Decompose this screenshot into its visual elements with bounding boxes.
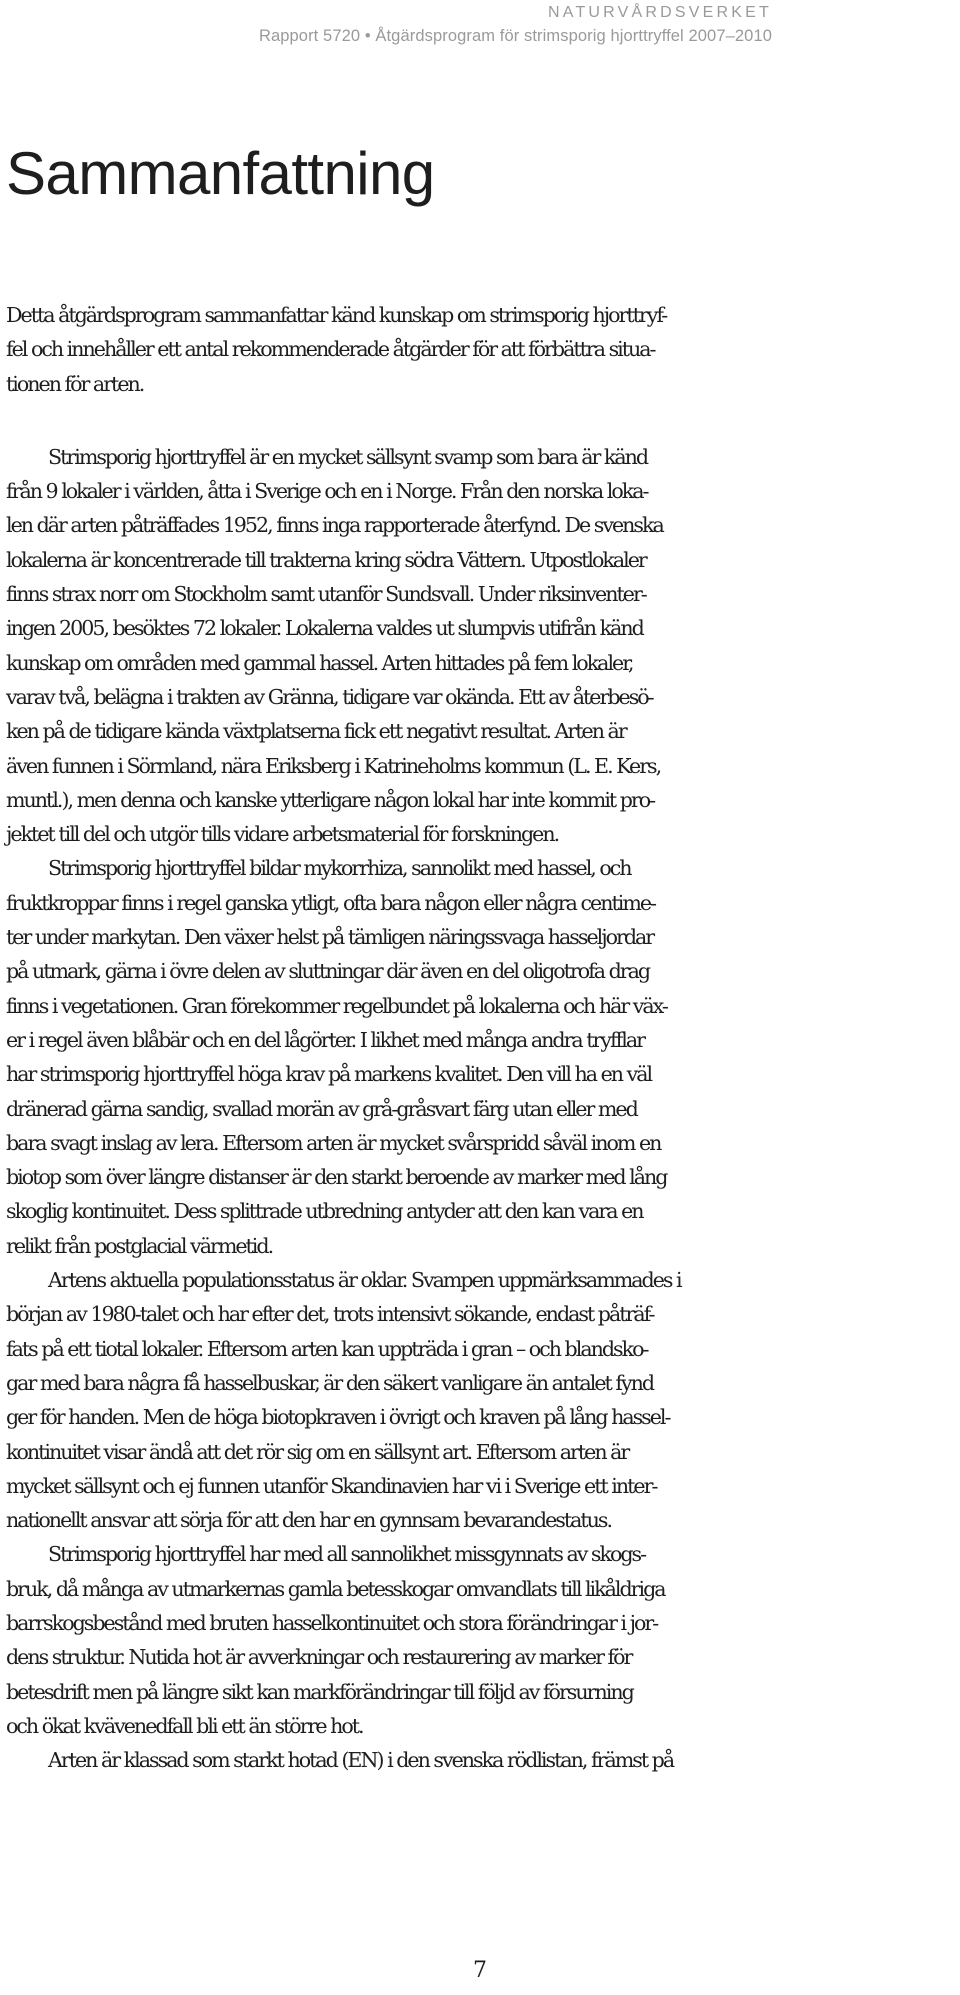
text-line: lokalerna är koncentrerade till trakterna kring södra Vättern. Utpostlokaler (6, 547, 646, 572)
text-line: dens struktur. Nutida hot är avverkningar och restaurering av marker för (6, 1645, 632, 1670)
text-line: nationellt ansvar att sörja för att den har en gynnsam bevarandestatus. (6, 1508, 612, 1533)
text-line: Strimsporig hjorttryffel är en mycket sällsynt svamp som bara är känd (48, 444, 648, 469)
text-line: betesdrift men på längre sikt kan markförändringar till följd av försurning (6, 1679, 633, 1704)
page-number: 7 (473, 1958, 487, 1983)
text-line: Arten är klassad som starkt hotad (EN) i den svenska rödlistan, främst på (48, 1748, 674, 1773)
text-line: ken på de tidigare kända växtplatserna fick ett negativt resultat. Arten är (6, 719, 626, 744)
text-line: på utmark, gärna i övre delen av sluttningar där även en del oligotrofa drag (6, 959, 650, 984)
text-line: muntl.), men denna och kanske ytterligare någon lokal har inte kommit pro- (6, 787, 655, 812)
paragraph (0, 298, 960, 401)
text-line: fruktkroppar finns i regel ganska ytligt, ofta bara någon eller några centime- (6, 890, 656, 915)
text-line: början av 1980-talet och har efter det, trots intensivt sökande, endast påträf- (6, 1302, 654, 1327)
text-line: Strimsporig hjorttryffel bildar mykorrhiza, sannolikt med hassel, och (48, 856, 631, 881)
text-line: bara svagt inslag av lera. Eftersom arten är mycket svårspridd såväl inom en (6, 1130, 661, 1155)
text-line: från 9 lokaler i världen, åtta i Sverige och en i Norge. Från den norska loka- (6, 479, 648, 504)
text-line: Strimsporig hjorttryffel har med all sannolikhet missgynnats av skogs- (48, 1542, 646, 1567)
text-line: ingen 2005, besöktes 72 lokaler. Lokalerna valdes ut slumpvis utifrån känd (6, 616, 643, 641)
text-line: barrskogsbestånd med bruten hasselkontinuitet och stora förändringar i jor- (6, 1610, 658, 1635)
text-line: kontinuitet visar ändå att det rör sig om en sällsynt art. Eftersom arten är (6, 1439, 629, 1464)
text-line: Artens aktuella populationsstatus är oklar. Svampen uppmärksammades i (48, 1268, 681, 1293)
text-line: har strimsporig hjorttryffel höga krav på markens kvalitet. Den vill ha en väl (6, 1062, 652, 1087)
paragraph (0, 1263, 960, 1537)
text-line: Detta åtgärdsprogram sammanfattar känd kunskap om strimsporig hjorttryf- (6, 303, 667, 327)
running-header (259, 0, 772, 47)
text-line: relikt från postglacial värmetid. (6, 1233, 273, 1258)
text-line: tionen för arten. (6, 371, 144, 396)
text-line: även funnen i Sörmland, nära Eriksberg i Katrineholms kommun (L. E. Kers, (6, 753, 661, 778)
body-text (0, 298, 960, 1777)
paragraph (0, 1537, 960, 1743)
page-title: Sammanfattning (6, 140, 435, 207)
text-line: varav två, belägna i trakten av Gränna, tidigare var okända. Ett av återbesö- (6, 684, 653, 709)
text-line: skoglig kontinuitet. Dess splittrade utbredning antyder att den kan vara en (6, 1199, 643, 1224)
text-line: dränerad gärna sandig, svallad morän av grå-gråsvart färg utan eller med (6, 1096, 637, 1121)
text-line: finns strax norr om Stockholm samt utanför Sundsvall. Under riksinventer- (6, 582, 646, 607)
text-line: biotop som över längre distanser är den starkt beroende av marker med lång (6, 1165, 667, 1190)
text-line: fats på ett tiotal lokaler. Eftersom arten kan uppträda i gran – och blandsko- (6, 1336, 648, 1361)
text-line: fel och innehåller ett antal rekommenderade åtgärder för att förbättra situa- (6, 337, 655, 362)
paragraph (0, 440, 960, 852)
text-line: och ökat kvävenedfall bli ett än större hot. (6, 1713, 363, 1738)
text-line: bruk, då många av utmarkernas gamla betesskogar omvandlats till likåldriga (6, 1576, 665, 1601)
text-line: ger för handen. Men de höga biotopkraven i övrigt och kraven på lång hassel- (6, 1405, 670, 1430)
report-title: Rapport 5720 • Åtgärdsprogram för strimsporig hjorttryffel 2007–2010 (258, 27, 772, 45)
publisher-name: NATURVÅRDSVERKET (548, 4, 772, 21)
text-line: jektet till del och utgör tills vidare arbetsmaterial för forskningen. (6, 822, 559, 847)
text-line: er i regel även blåbär och en del lågörter. I likhet med många andra tryfflar (6, 1027, 644, 1052)
text-line: ter under markytan. Den växer helst på tämligen näringssvaga hasseljordar (6, 925, 654, 950)
text-line: gar med bara några få hasselbuskar, är den säkert vanligare än antalet fynd (6, 1370, 654, 1395)
text-line: finns i vegetationen. Gran förekommer regelbundet på lokalerna och här väx- (6, 993, 667, 1018)
paragraph (0, 1743, 960, 1777)
paragraph (0, 851, 960, 1263)
text-line: len där arten påträffades 1952, finns inga rapporterade återfynd. De svenska (6, 513, 663, 538)
text-line: kunskap om områden med gammal hassel. Arten hittades på fem lokaler, (6, 650, 633, 675)
text-line: mycket sällsynt och ej funnen utanför Skandinavien har vi i Sverige ett inter- (6, 1473, 657, 1498)
